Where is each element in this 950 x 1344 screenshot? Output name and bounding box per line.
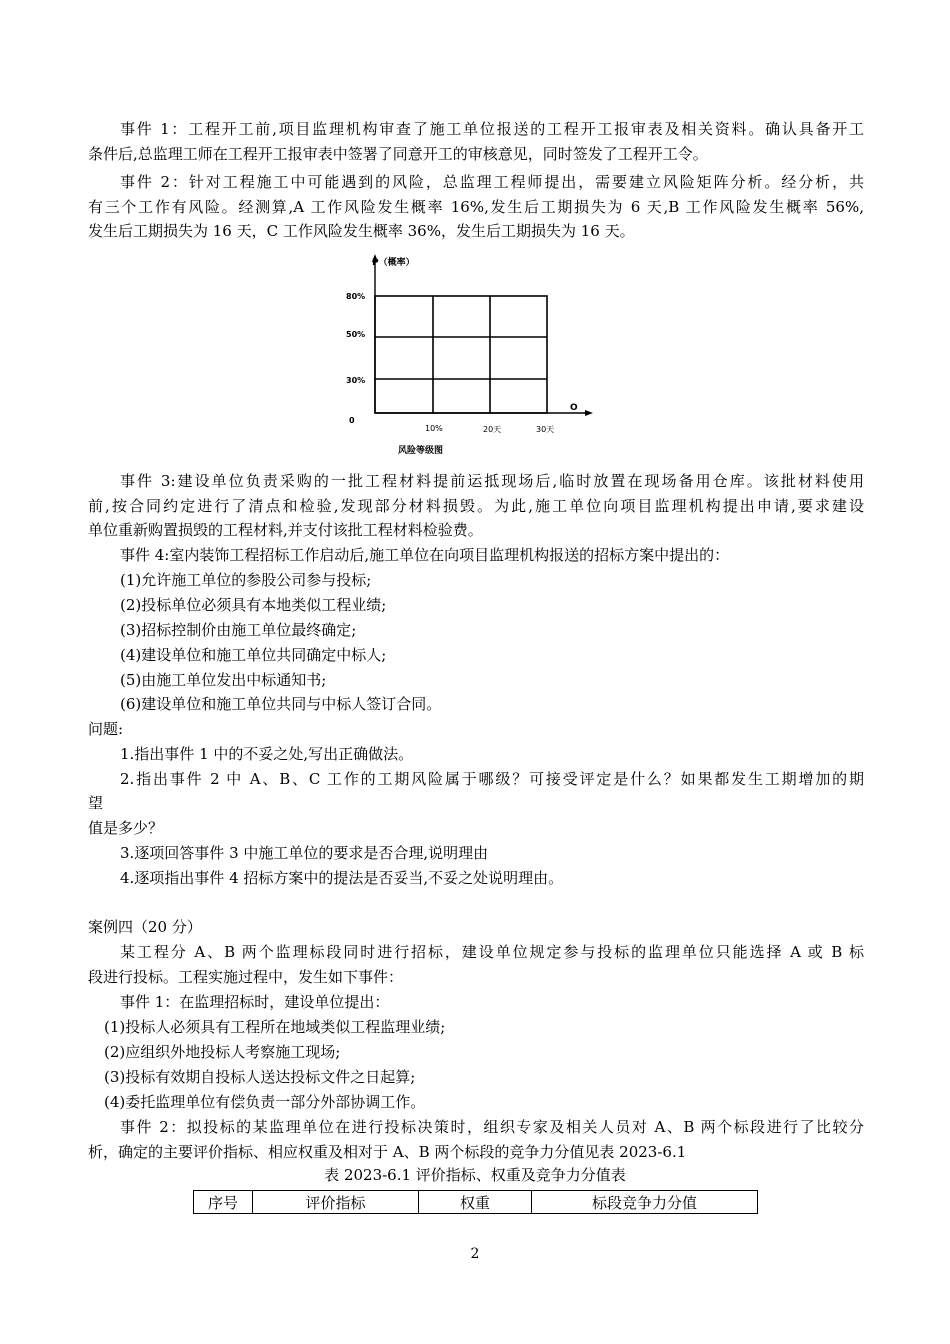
event3-line2: 前,按合同约定进行了清点和检验,发现部分材料损毁。为此,施工单位向项目监理机构提出申请,要求建设 — [88, 497, 864, 515]
table-header-row — [194, 1191, 758, 1214]
x-tick-10: 10% — [425, 424, 443, 433]
question-4: 4.逐项指出事件 4 招标方案中的提法是否妥当,不妥之处说明理由。 — [120, 869, 564, 887]
case4-item-2: (2)应组织外地投标人考察施工现场; — [104, 1043, 341, 1061]
questions-heading: 问题: — [88, 720, 124, 738]
question-2-line3: 值是多少？ — [88, 819, 164, 837]
event4-item-5: (5)由施工单位发出中标通知书; — [120, 671, 327, 689]
event4-item-6: (6)建设单位和施工单位共同与中标人签订合同。 — [120, 695, 442, 713]
header-score: 标段竞争力分值 — [532, 1191, 758, 1214]
page-number: 2 — [470, 1246, 480, 1262]
question-3: 3.逐项回答事件 3 中施工单位的要求是否合理,说明理由 — [120, 844, 489, 862]
event2-line2: 有三个工作有风险。经测算,A 工作风险发生概率 16%,发生后工期损失为 6 天,B 工作风险发生概率 56%, — [88, 198, 864, 216]
event2-line3: 发生后工期损失为 16 天，C 工作风险发生概率 36%，发生后工期损失为 16 天。 — [88, 222, 635, 240]
y-axis-label: P（概率） — [372, 258, 415, 268]
case4-event2-line1: 事件 2：拟投标的某监理单位在进行投标决策时，组织专家及相关人员对 A、B 两个标段进行了比较分 — [120, 1118, 864, 1136]
question-2-line1: 2.指出事件 2 中 A、B、C 工作的工期风险属于哪级？可接受评定是什么？如果都发生工期增加的期 — [120, 770, 864, 788]
case4-title: 案例四（20 分） — [88, 918, 202, 936]
case4-item-3: (3)投标有效期自投标人送达投标文件之日起算; — [104, 1068, 416, 1086]
x-tick-20: 20天 — [483, 425, 502, 434]
event4-item-4: (4)建设单位和施工单位共同确定中标人; — [120, 646, 387, 664]
y-tick-50: 50% — [346, 330, 366, 339]
matrix-border — [375, 296, 547, 413]
event3-line1: 事件 3:建设单位负责采购的一批工程材料提前运抵现场后,临时放置在现场备用仓库。该批材料使用 — [120, 472, 864, 490]
event4-item-3: (3)招标控制价由施工单位最终确定; — [120, 621, 357, 639]
case4-line2: 段进行投标。工程实施过程中，发生如下事件： — [88, 968, 404, 986]
case4-item-1: (1)投标人必须具有工程所在地域类似工程监理业绩; — [104, 1018, 446, 1036]
case4-line1: 某工程分 A、B 两个监理标段同时进行招标，建设单位规定参与投标的监理单位只能选择 A 或 B 标 — [120, 943, 864, 961]
event4-intro: 事件 4:室内装饰工程招标工作启动后,施工单位在向项目监理机构报送的招标方案中提出的： — [120, 546, 730, 564]
event4-item-2: (2)投标单位必须具有本地类似工程业绩; — [120, 596, 387, 614]
chart-title: 风险等级图 — [398, 446, 444, 456]
event3-line3: 单位重新购置损毁的工程材料,并支付该批工程材料检验费。 — [88, 521, 483, 539]
event1-line2: 条件后,总监理工师在工程开工报审表中签署了同意开工的审核意见，同时签发了工程开工令。 — [88, 145, 708, 163]
case4-event2-line2: 析，确定的主要评价指标、相应权重及相对于 A、B 两个标段的竞争力分值见表 2023-6.1 — [88, 1143, 687, 1161]
evaluation-table — [193, 1190, 758, 1214]
event4-item-1: (1)允许施工单位的参股公司参与投标; — [120, 571, 372, 589]
risk-matrix-chart — [330, 250, 610, 460]
x-axis-arrow — [585, 410, 593, 416]
table-caption: 表 2023-6.1 评价指标、权重及竞争力分值表 — [324, 1166, 626, 1184]
question-1: 1.指出事件 1 中的不妥之处,写出正确做法。 — [120, 745, 414, 763]
x-tick-30: 30天 — [536, 425, 555, 434]
y-tick-0: 0 — [349, 416, 355, 425]
event1-line1: 事件 1：工程开工前,项目监理机构审查了施工单位报送的工程开工报审表及相关资料。确认具备开工 — [120, 120, 864, 138]
y-tick-30: 30% — [346, 376, 366, 385]
case4-event1: 事件 1：在监理招标时，建设单位提出： — [120, 993, 390, 1011]
header-weight: 权重 — [419, 1191, 532, 1214]
y-tick-80: 80% — [346, 292, 366, 301]
header-indicator: 评价指标 — [253, 1191, 419, 1214]
header-index: 序号 — [194, 1191, 253, 1214]
case4-item-4: (4)委托监理单位有偿负责一部分外部协调工作。 — [104, 1093, 426, 1111]
origin-label: O — [570, 403, 578, 413]
question-2-line2: 望 — [88, 794, 104, 812]
event2-line1: 事件 2：针对工程施工中可能遇到的风险，总监理工程师提出，需要建立风险矩阵分析。经分析，共 — [120, 173, 864, 191]
